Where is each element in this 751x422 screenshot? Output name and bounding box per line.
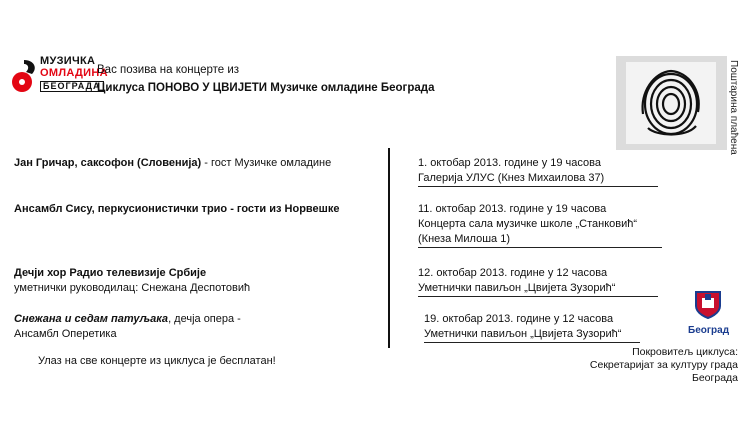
event-2-date: 11. октобар 2013. године у 19 часова (418, 203, 607, 215)
invite-line2: Циклуса ПОНОВО У ЦВИЈЕТИ Музичке омладине Београда (97, 82, 435, 94)
event-3-performer-director: уметнички руководилац: Снежана Деспотовић (14, 282, 251, 294)
belgrade-coat-of-arms-icon (688, 288, 728, 320)
event-2-venue: Концерта сала музичке школе „Станковић“ (418, 218, 638, 230)
sponsor-line2: Секретаријат за културу града Београда (589, 359, 738, 384)
event-3-details (418, 266, 658, 297)
fingerprint-icon (626, 62, 716, 144)
event-4-date: 19. октобар 2013. године у 12 часова (424, 313, 614, 325)
event-1-venue: Галерија УЛУС (Кнез Михаилова 37) (418, 171, 658, 187)
music-youth-logo (10, 55, 108, 96)
event-4-venue: Уметнички павиљон „Цвијета Зузорић“ (424, 327, 640, 343)
sponsor-block (552, 346, 738, 385)
event-2-performer (14, 202, 339, 217)
event-2-performer-name: Ансамбл Сису, перкусионистички трио - гости из Норвешке (14, 203, 340, 215)
logo-mark-icon (10, 58, 40, 96)
event-3-performer-name: Дечји хор Радио телевизије Србије (14, 267, 207, 279)
event-1-details (418, 156, 658, 187)
crest-label: Београд (688, 325, 730, 336)
event-3-date: 12. октобар 2013. године у 12 часова (418, 267, 608, 279)
event-1-performer-note: - гост Музичке омладине (201, 157, 332, 169)
event-1-performer-name: Јан Гричар, саксофон (Словенија) (14, 157, 202, 169)
logo-line1: МУЗИЧКА (40, 55, 96, 67)
free-entry-note: Улаз на све концерте из циклуса је бесплатан! (38, 355, 276, 367)
invite-line1: Вас позива на концерте из (97, 64, 240, 76)
event-4-performer-note: , дечја опера - (168, 313, 241, 325)
event-1-date: 1. октобар 2013. године у 19 часова (418, 157, 601, 169)
event-1-performer (14, 156, 331, 171)
event-3-venue: Уметнички павиљон „Цвијета Зузорић“ (418, 281, 658, 297)
event-2-venue-address: (Кнеза Милоша 1) (418, 232, 662, 248)
event-4-performer-title: Снежана и седам патуљака (14, 313, 169, 325)
stamp-paper (626, 62, 716, 144)
event-4-details (424, 312, 640, 343)
event-2-details (418, 202, 662, 248)
event-4-performer (14, 312, 241, 342)
postage-paid-label: Поштарина плаћена (728, 60, 739, 155)
belgrade-crest (688, 288, 728, 334)
sponsor-line1: Покровитељ циклуса: (632, 346, 738, 358)
column-divider (388, 148, 390, 348)
logo-line3: БЕОГРАДА (40, 81, 104, 92)
postage-stamp (616, 56, 727, 150)
event-3-performer (14, 266, 250, 296)
event-4-performer-ensemble: Ансамбл Оперетика (14, 328, 117, 340)
logo-line2: ОМЛАДИНА (40, 67, 108, 79)
